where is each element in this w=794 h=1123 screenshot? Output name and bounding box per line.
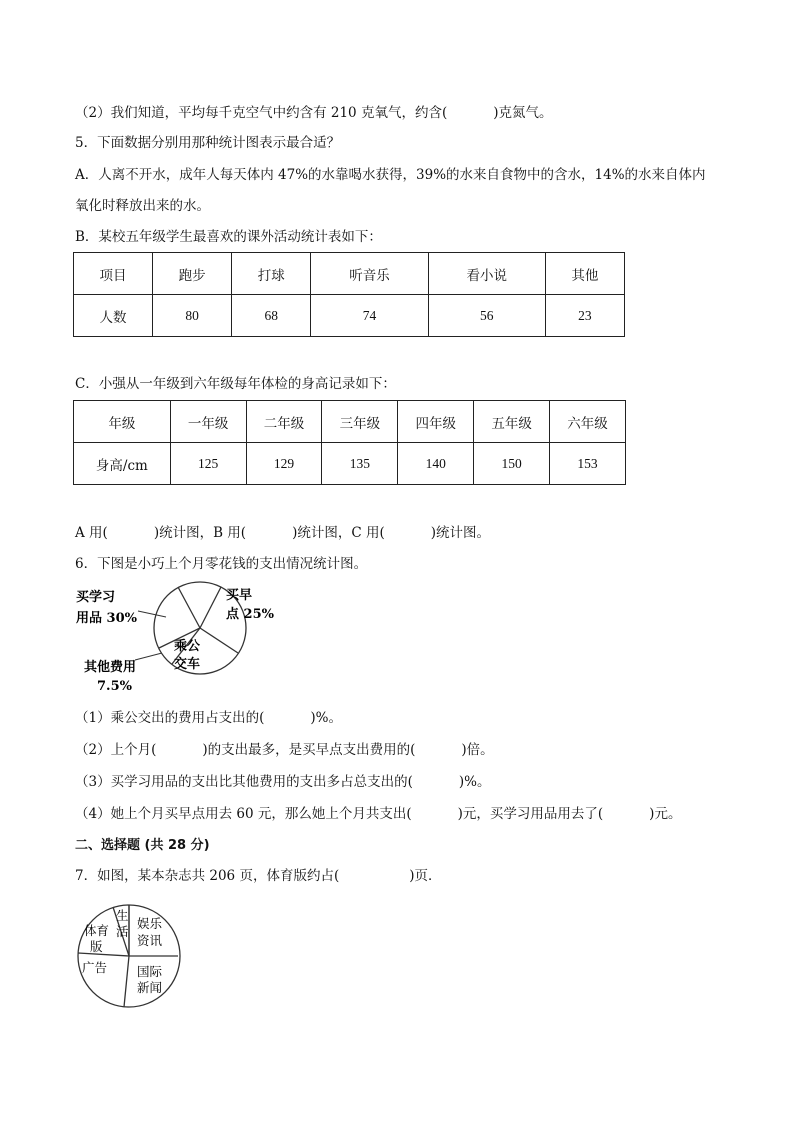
pie-label-life: 生	[116, 908, 129, 923]
pie-divider	[78, 953, 129, 956]
pie-label-life-2: 活	[116, 924, 129, 939]
pie-divider	[200, 628, 238, 653]
spending-pie-chart	[70, 580, 280, 695]
magazine-pie-chart	[74, 900, 184, 1015]
q5-a-line1: A．人离不开水，成年人每天体内 47%的水靠喝水获得，39%的水来自食物中的含水，14%的水来自体内	[75, 167, 706, 183]
table-header: 四年级	[398, 401, 474, 443]
q6-sub1: （1）乘公交出的费用占支出的( )%。	[75, 710, 342, 726]
pie-label-breakfast-pct: 点 25%	[226, 607, 274, 622]
q5-answer: A 用( )统计图，B 用( )统计图，C 用( )统计图。	[75, 525, 490, 541]
label-leader	[138, 611, 166, 617]
table-header: 六年级	[550, 401, 626, 443]
label-leader	[135, 653, 162, 660]
pie-divider	[178, 587, 200, 628]
table-header: 打球	[232, 253, 311, 295]
pie-label-entertainment-2: 资讯	[137, 933, 163, 948]
pie-label-sports: 体育	[84, 923, 110, 938]
pie-label-other: 其他费用	[84, 660, 137, 675]
table-cell: 150	[474, 443, 550, 485]
table-cell: 125	[170, 443, 246, 485]
table-cell: 153	[550, 443, 626, 485]
q5-a-line2: 氧化时释放出来的水。	[75, 198, 210, 214]
height-table	[73, 400, 626, 485]
table-cell: 68	[232, 295, 311, 337]
activity-table	[73, 252, 625, 337]
pie-label-entertainment: 娱乐	[137, 916, 163, 931]
pie-label-bus: 乘公	[174, 639, 201, 654]
pie-label-other-pct: 7.5%	[97, 679, 132, 694]
table-header: 其他	[545, 253, 624, 295]
q5-title: 5．下面数据分别用那种统计图表示最合适？	[75, 135, 341, 151]
pie-label-study: 买学习	[76, 590, 116, 605]
q6-sub2: （2）上个月( )的支出最多，是买早点支出费用的( )倍。	[75, 742, 494, 758]
pie-label-intl-news: 国际	[137, 964, 163, 979]
pie-label-intl-news-2: 新闻	[137, 980, 163, 995]
table-cell: 56	[428, 295, 545, 337]
table-cell: 129	[246, 443, 322, 485]
q5-b-text: B．某校五年级学生最喜欢的课外活动统计表如下：	[75, 229, 382, 245]
q7-text: 7．如图，某本杂志共 206 页，体育版约占( )页．	[75, 868, 442, 884]
q6-sub4: （4）她上个月买早点用去 60 元，那么她上个月共支出( )元，买学习用品用去了( )元。	[75, 806, 682, 822]
pie-label-ads: 广告	[82, 960, 108, 975]
table-cell: 23	[545, 295, 624, 337]
table-cell: 80	[153, 295, 232, 337]
q4-part2: （2）我们知道，平均每千克空气中约含有 210 克氧气，约含( )克氮气。	[75, 105, 553, 121]
pie-label-study-pct: 用品 30%	[76, 611, 137, 626]
q6-sub3: （3）买学习用品的支出比其他费用的支出多占总支出的( )%。	[75, 774, 491, 790]
pie-label-bus-2: 交车	[174, 657, 201, 672]
table-header: 三年级	[322, 401, 398, 443]
table-cell: 74	[311, 295, 428, 337]
table-cell: 身高/cm	[74, 443, 171, 485]
table-cell: 135	[322, 443, 398, 485]
table-header: 一年级	[170, 401, 246, 443]
q6-title: 6．下图是小巧上个月零花钱的支出情况统计图。	[75, 556, 368, 572]
pie-label-breakfast: 买早	[226, 588, 253, 603]
table-header: 五年级	[474, 401, 550, 443]
table-header: 项目	[74, 253, 153, 295]
pie-divider	[124, 956, 129, 1007]
table-cell: 140	[398, 443, 474, 485]
table-header: 二年级	[246, 401, 322, 443]
pie-divider	[200, 587, 221, 628]
table-header: 跑步	[153, 253, 232, 295]
section-choice-heading: 二、选择题 (共 28 分)	[75, 838, 210, 853]
table-cell: 人数	[74, 295, 153, 337]
table-header: 看小说	[428, 253, 545, 295]
q5-c-text: C．小强从一年级到六年级每年体检的身高记录如下：	[75, 376, 396, 392]
pie-label-sports-2: 版	[90, 939, 103, 954]
table-header: 听音乐	[311, 253, 428, 295]
table-header: 年级	[74, 401, 171, 443]
